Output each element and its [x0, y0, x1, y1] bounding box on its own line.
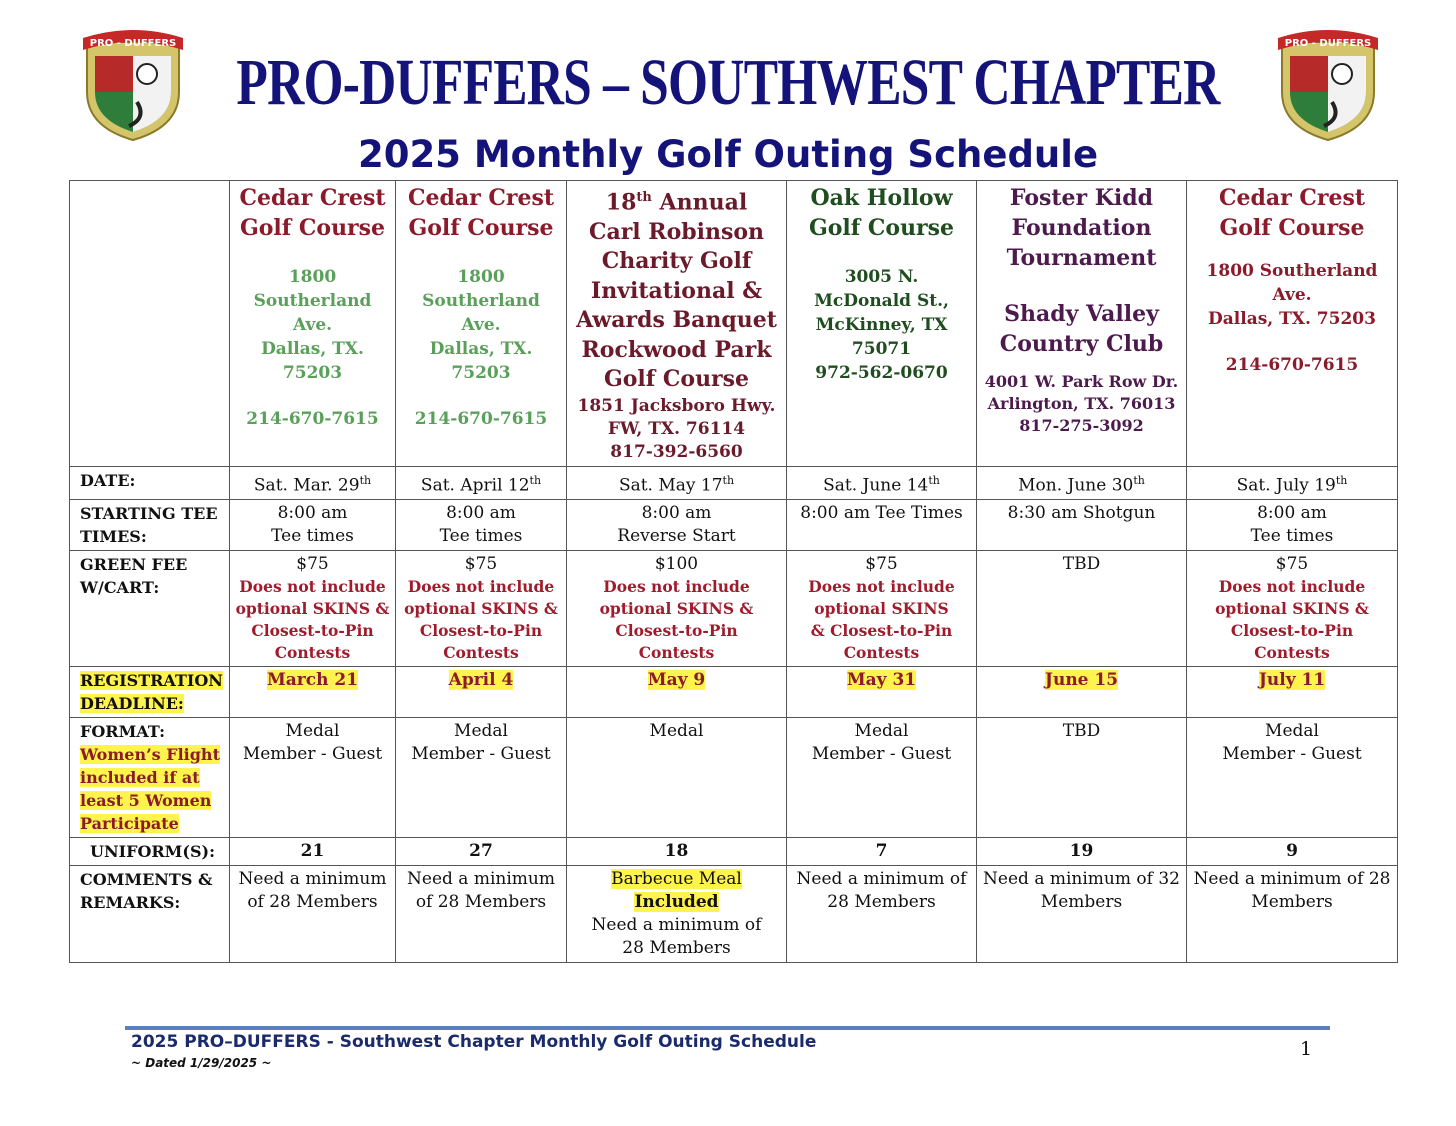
tee-row: [70, 500, 1398, 551]
comments-cell: Need a minimum of 32 Members: [977, 866, 1187, 963]
venue-cell: Cedar Crest Golf Course 1800 Southerland Ave. Dallas, TX. 75203 214-670-7615: [1187, 181, 1398, 467]
fee-cell: $75 Does not include optional SKINS & Closest-to-Pin Contests: [787, 551, 977, 667]
womens-flight-note: Women’s Flight included if at least 5 Women Participate: [80, 745, 220, 834]
venue-phone: 214-670-7615: [414, 409, 548, 429]
date-cell: Sat. June 14th: [787, 466, 977, 500]
tee-cell: 8:00 am Tee times: [1187, 500, 1398, 551]
deadline-cell: May 31: [787, 667, 977, 718]
venue-phone: 214-670-7615: [1225, 355, 1359, 375]
venue-cell: Foster Kidd Foundation Tournament Shady Valley Country Club 4001 W. Park Row Dr. Arlington, TX. 76013 817-275-3092: [977, 181, 1187, 467]
fee-cell: $75 Does not include optional SKINS & Closest-to-Pin Contests: [230, 551, 396, 667]
format-row: [70, 718, 1398, 838]
format-cell: Medal Member - Guest: [230, 718, 396, 838]
comments-cell: Need a minimum of 28 Members: [1187, 866, 1398, 963]
deadline-cell: April 4: [396, 667, 567, 718]
deadline-cell: July 11: [1187, 667, 1398, 718]
uniform-cell: 9: [1187, 838, 1398, 866]
fee-cell: $100 Does not include optional SKINS & Closest-to-Pin Contests: [567, 551, 787, 667]
deadline-row: [70, 667, 1398, 718]
format-cell: TBD: [977, 718, 1187, 838]
venue-cell: Cedar Crest Golf Course 1800 Southerland Ave. Dallas, TX. 75203 214-670-7615: [396, 181, 567, 467]
venue-cell: Oak Hollow Golf Course 3005 N. McDonald St., McKinney, TX 75071 972-562-0670: [787, 181, 977, 467]
tee-cell: 8:00 am Reverse Start: [567, 500, 787, 551]
deadline-cell: March 21: [230, 667, 396, 718]
page-title: PRO-DUFFERS – SOUTHWEST CHAPTER: [236, 46, 1220, 119]
date-cell: Sat. May 17th: [567, 466, 787, 500]
venue-phone: 214-670-7615: [246, 409, 379, 429]
format-cell: Medal Member - Guest: [396, 718, 567, 838]
comments-row: [70, 866, 1398, 963]
format-cell: Medal: [567, 718, 787, 838]
date-cell: Sat. April 12th: [396, 466, 567, 500]
svg-text:PRO - DUFFERS: PRO - DUFFERS: [89, 38, 177, 49]
fee-label: GREEN FEE W/CART:: [70, 551, 230, 667]
uniform-label: UNIFORM(S):: [70, 838, 230, 866]
date-cell: Mon. June 30th: [977, 466, 1187, 500]
fee-row: [70, 551, 1398, 667]
tee-cell: 8:00 am Tee times: [396, 500, 567, 551]
venue-row-label: [70, 181, 230, 467]
comments-cell: Need a minimum of 28 Members: [230, 866, 396, 963]
comments-label: COMMENTS & REMARKS:: [70, 866, 230, 963]
fee-cell: $75 Does not include optional SKINS & Closest-to-Pin Contests: [396, 551, 567, 667]
venue-cell: Cedar Crest Golf Course 1800 Southerland Ave. Dallas, TX. 75203 214-670-7615: [230, 181, 396, 467]
uniform-cell: 18: [567, 838, 787, 866]
date-cell: Sat. Mar. 29th: [230, 466, 396, 500]
date-label: DATE:: [70, 466, 230, 500]
tee-label: STARTING TEE TIMES:: [70, 500, 230, 551]
page-number: 1: [1300, 1038, 1313, 1060]
date-cell: Sat. July 19th: [1187, 466, 1398, 500]
comments-cell: Need a minimum of 28 Members: [396, 866, 567, 963]
format-cell: Medal Member - Guest: [1187, 718, 1398, 838]
svg-text:PRO - DUFFERS: PRO - DUFFERS: [1284, 38, 1372, 49]
fee-cell: $75 Does not include optional SKINS & Closest-to-Pin Contests: [1187, 551, 1398, 667]
format-label: FORMAT: Women’s Flight included if at least 5 Women Participate: [70, 718, 230, 838]
page-subtitle: 2025 Monthly Golf Outing Schedule: [357, 133, 1099, 176]
format-cell: Medal Member - Guest: [787, 718, 977, 838]
tee-cell: 8:30 am Shotgun: [977, 500, 1187, 551]
tee-cell: 8:00 am Tee Times: [787, 500, 977, 551]
footer-title: 2025 PRO–DUFFERS - Southwest Chapter Monthly Golf Outing Schedule: [131, 1032, 817, 1052]
uniform-cell: 27: [396, 838, 567, 866]
deadline-cell: June 15: [977, 667, 1187, 718]
deadline-cell: May 9: [567, 667, 787, 718]
footer-rule: [125, 1026, 1330, 1030]
deadline-label: REGISTRATION DEADLINE:: [70, 667, 230, 718]
date-row: [70, 466, 1398, 500]
uniform-row: [70, 838, 1398, 866]
tee-cell: 8:00 am Tee times: [230, 500, 396, 551]
uniform-cell: 7: [787, 838, 977, 866]
footer-date: ~ Dated 1/29/2025 ~: [131, 1056, 272, 1070]
comments-cell: Barbecue Meal Included Need a minimum of 28 Members: [567, 866, 787, 963]
venue-row: [70, 181, 1398, 467]
fee-cell: TBD: [977, 551, 1187, 667]
uniform-cell: 21: [230, 838, 396, 866]
schedule-table: [69, 180, 1398, 963]
comments-cell: Need a minimum of 28 Members: [787, 866, 977, 963]
uniform-cell: 19: [977, 838, 1187, 866]
venue-cell: 18th Annual Carl Robinson Charity Golf Invitational & Awards Banquet Rockwood Park Golf Course 1851 Jacksboro Hwy. FW, TX. 76114 817-392-6560: [567, 181, 787, 467]
